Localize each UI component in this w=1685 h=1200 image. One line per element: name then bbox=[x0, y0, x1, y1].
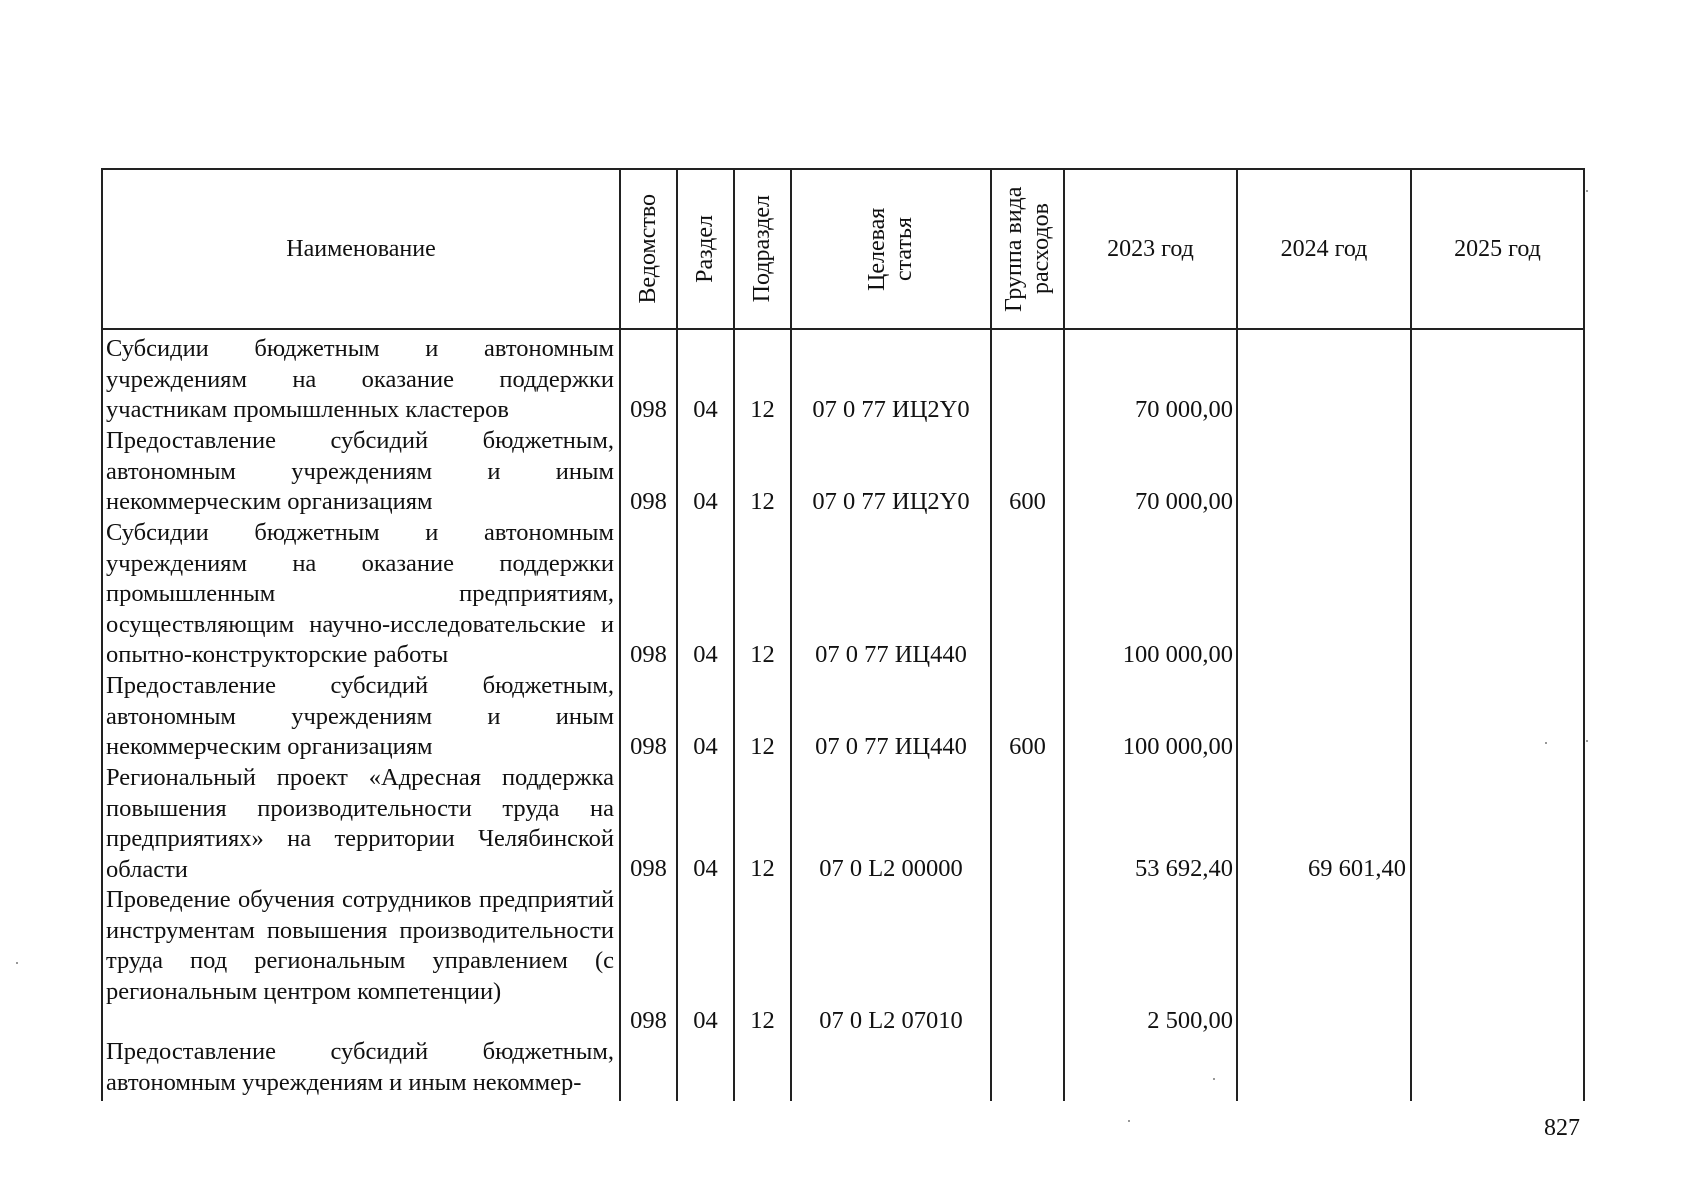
row-name: Проведение обучения сотрудников предприятий инструментам повышения производительности труда под региональным управлением (с региональным центром компетенции) bbox=[106, 886, 614, 1005]
row-section: 04 bbox=[693, 488, 718, 515]
row-target-article: 07 0 77 ИЦ2Y0 bbox=[812, 488, 970, 515]
header-subsection: Подраздел bbox=[749, 195, 775, 303]
row-target-article: 07 0 77 ИЦ440 bbox=[815, 641, 967, 668]
scan-speck bbox=[1128, 1120, 1130, 1122]
row-section: 04 bbox=[693, 641, 718, 668]
header-divider bbox=[101, 328, 1585, 330]
header-name: Наименование bbox=[286, 235, 436, 262]
row-subsection: 12 bbox=[750, 396, 775, 423]
row-name: Субсидии бюджетным и автономным учреждениям на оказание поддержки участникам промышленных кластеров bbox=[106, 335, 614, 423]
header-year-2024: 2024 год bbox=[1280, 235, 1368, 262]
row-name: Региональный проект «Адресная поддержка повышения производительности труда на предприятиях» на территории Челябинской области bbox=[106, 764, 614, 883]
row-name: Предоставление субсидий бюджетным, автономным учреждениям и иным некоммерческим организациям bbox=[106, 672, 614, 760]
scan-speck bbox=[1545, 742, 1547, 744]
row-department: 098 bbox=[630, 855, 667, 882]
row-year-2023: 70 000,00 bbox=[1135, 396, 1233, 423]
row-target-article: 07 0 77 ИЦ440 bbox=[815, 733, 967, 760]
row-subsection: 12 bbox=[750, 855, 775, 882]
row-year-2023: 53 692,40 bbox=[1135, 855, 1233, 882]
row-department: 098 bbox=[630, 1007, 667, 1034]
row-target-article: 07 0 L2 00000 bbox=[819, 855, 963, 882]
header-expense-group: Группа вида расходов bbox=[1000, 186, 1054, 312]
row-name: Предоставление субсидий бюджетным, автономным учреждениям и иным некоммер- bbox=[106, 1038, 614, 1096]
row-subsection: 12 bbox=[750, 641, 775, 668]
header-year-2025: 2025 год bbox=[1454, 235, 1541, 262]
row-department: 098 bbox=[630, 488, 667, 515]
row-expense-group: 600 bbox=[1009, 733, 1046, 760]
row-year-2023: 100 000,00 bbox=[1122, 641, 1233, 668]
row-target-article: 07 0 77 ИЦ2Y0 bbox=[812, 396, 970, 423]
page-number: 827 bbox=[1544, 1115, 1580, 1141]
header-section: Раздел bbox=[692, 215, 718, 283]
scan-speck bbox=[16, 962, 18, 964]
row-year-2024: 69 601,40 bbox=[1308, 855, 1406, 882]
row-section: 04 bbox=[693, 396, 718, 423]
row-subsection: 12 bbox=[750, 488, 775, 515]
row-section: 04 bbox=[693, 733, 718, 760]
row-subsection: 12 bbox=[750, 733, 775, 760]
scan-speck bbox=[1586, 190, 1588, 192]
header-target-article: Целевая статья bbox=[864, 207, 917, 291]
row-department: 098 bbox=[630, 641, 667, 668]
row-year-2023: 2 500,00 bbox=[1147, 1007, 1233, 1034]
row-name: Предоставление субсидий бюджетным, автономным учреждениям и иным некоммерческим организациям bbox=[106, 427, 614, 515]
scan-speck bbox=[1586, 740, 1588, 742]
header-department: Ведомство bbox=[635, 194, 661, 304]
row-year-2023: 100 000,00 bbox=[1122, 733, 1233, 760]
scan-speck bbox=[1213, 1078, 1215, 1080]
header-year-2023: 2023 год bbox=[1107, 235, 1194, 262]
row-section: 04 bbox=[693, 1007, 718, 1034]
row-expense-group: 600 bbox=[1009, 488, 1046, 515]
row-section: 04 bbox=[693, 855, 718, 882]
row-target-article: 07 0 L2 07010 bbox=[819, 1007, 963, 1034]
row-department: 098 bbox=[630, 733, 667, 760]
row-year-2023: 70 000,00 bbox=[1135, 488, 1233, 515]
row-name: Субсидии бюджетным и автономным учреждениям на оказание поддержки промышленным предприятиям, осуществляющим научно-исследовательские и опытно-конструкторские работы bbox=[106, 519, 614, 668]
row-department: 098 bbox=[630, 396, 667, 423]
row-subsection: 12 bbox=[750, 1007, 775, 1034]
